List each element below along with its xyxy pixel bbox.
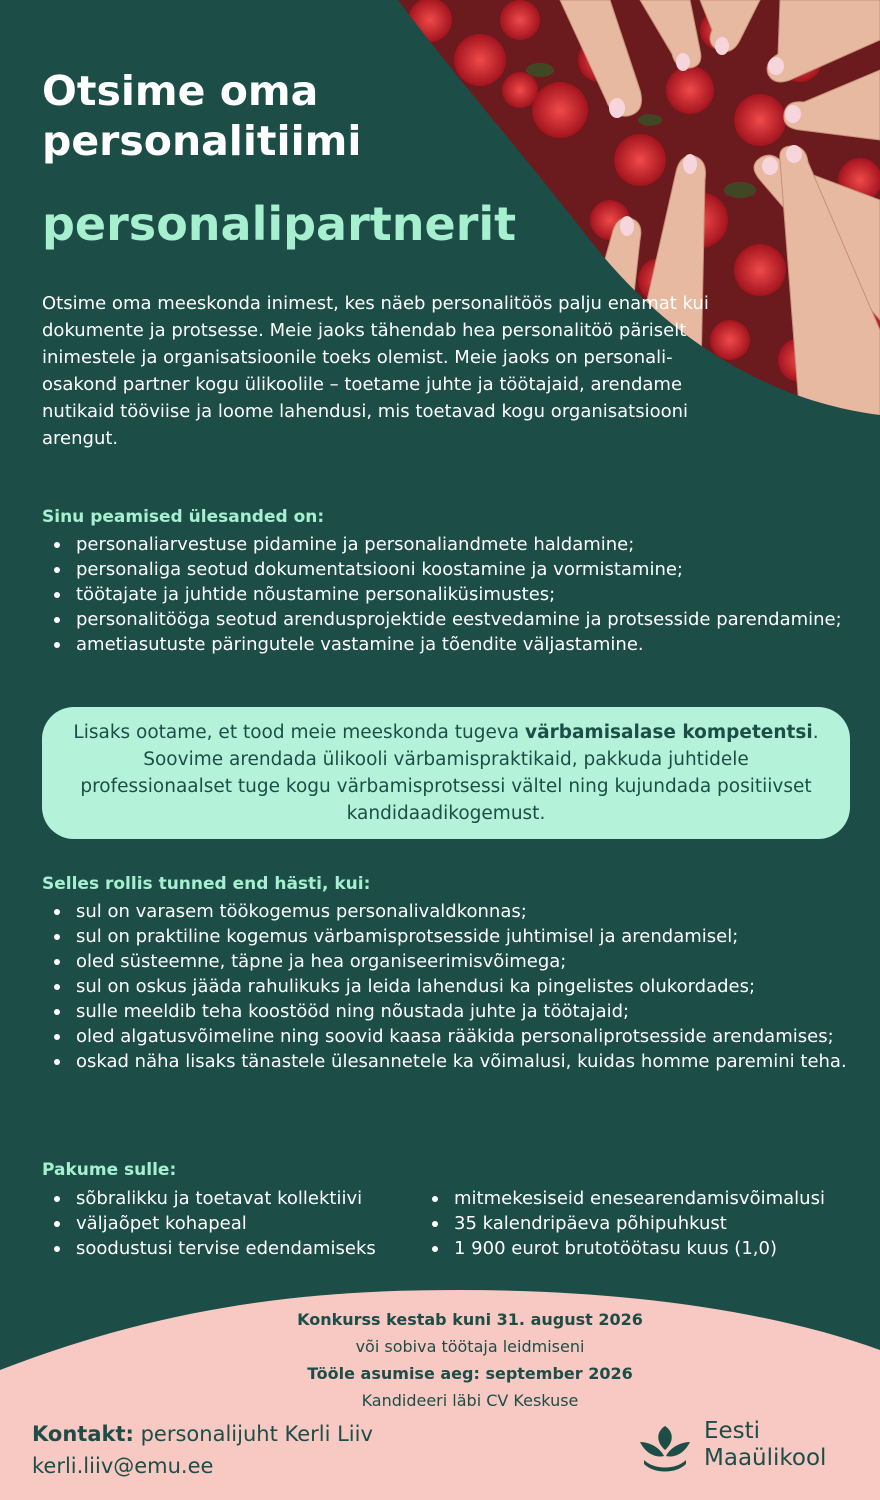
list-item: personaliga seotud dokumentatsiooni koostamine ja vormistamine; [76, 557, 866, 582]
logo-line-2: Maaülikool [704, 1445, 827, 1471]
emu-leaf-logo-icon [636, 1422, 694, 1474]
list-item: oled süsteemne, täpne ja hea organiseerimisvõimega; [76, 949, 866, 974]
apply-text: Kandideeri läbi CV Keskuse [361, 1391, 579, 1410]
list-item: 35 kalendripäeva põhipuhkust [454, 1211, 825, 1236]
deadline-text: Konkurss kestab kuni 31. august 2026 [297, 1310, 643, 1329]
offer-heading: Pakume sulle: [42, 1160, 177, 1180]
callout-bold-text: värbamisalase kompetentsi [525, 722, 813, 743]
list-item: oskad näha lisaks tänastele ülesannetele ka võimalusi, kuidas homme paremini teha. [76, 1049, 866, 1074]
callout-text [66, 719, 826, 827]
intro-paragraph: Otsime oma meeskonda inimest, kes näeb personalitöös palju enamat kui dokumente ja protsesse. Meie jaoks tähendab hea personalitöö päriselt inimestele ja organisatsioonile toeks olemist. Meie jaoks on personali-osakond partner kogu ülikoolile – toetame juhte ja töötajaid, arendame nutikaid tööviise ja loome lahendusi, mis toetavad kogu organisatsiooni arengut. [42, 293, 709, 449]
university-logo [636, 1418, 866, 1478]
list-item: väljaõpet kohapeal [76, 1211, 376, 1236]
page-title: Otsime oma personalitiimi [42, 67, 362, 165]
offer-list-right [420, 1186, 825, 1261]
contact-email[interactable]: kerli.liiv@emu.ee [32, 1454, 214, 1478]
footer-info [0, 1306, 880, 1414]
offer-columns [42, 1186, 880, 1266]
callout-text-before: Lisaks ootame, et tood meie meeskonda tugeva [73, 722, 526, 743]
list-item: mitmekesiseid enesearendamisvõimalusi [454, 1188, 825, 1209]
offer-list-left [42, 1186, 376, 1261]
fit-heading: Selles rollis tunned end hästi, kui: [42, 874, 371, 894]
list-item: soodustusi tervise edendamiseks [76, 1238, 376, 1259]
list-item: sul on oskus jääda rahulikuks ja leida lahendusi ka pingelistes olukordades; [76, 974, 866, 999]
callout-text-after: . Soovime arendada ülikooli värbamispraktikaid, pakkuda juhtidele professionaalset tuge kogu värbamisprotsessi vältel ning kujundada positiivset kandidaadikogemust. [80, 722, 819, 824]
deadline-note: või sobiva töötaja leidmiseni [355, 1337, 585, 1356]
contact-name: personalijuht Kerli Liiv [140, 1422, 373, 1446]
contact-label: Kontakt: [32, 1422, 134, 1446]
fit-list [42, 899, 866, 1074]
list-item: oled algatusvõimeline ning soovid kaasa rääkida personaliprotsesside arendamises; [76, 1024, 866, 1049]
tasks-heading: Sinu peamised ülesanded on: [42, 507, 325, 527]
list-item: 1 900 eurot brutotöötasu kuus (1,0) [454, 1236, 825, 1261]
list-item: töötajate ja juhtide nõustamine personaliküsimustes; [76, 582, 866, 607]
list-item: personalitööga seotud arendusprojektide eestvedamine ja protsesside parendamine; [76, 607, 866, 632]
tasks-list [42, 532, 866, 657]
list-item: ametiasutuste päringutele vastamine ja tõendite väljastamine. [76, 632, 866, 657]
page-subtitle: personalipartnerit [42, 197, 517, 251]
list-item: personaliarvestuse pidamine ja personaliandmete haldamine; [76, 532, 866, 557]
start-date-text: Tööle asumise aeg: september 2026 [307, 1364, 633, 1383]
list-item: sõbralikku ja toetavat kollektiivi [76, 1186, 376, 1211]
list-item: sulle meeldib teha koostööd ning nõustada juhte ja töötajaid; [76, 999, 866, 1024]
contact-block [32, 1418, 373, 1482]
logo-line-1: Eesti [704, 1418, 761, 1444]
recruitment-callout [42, 707, 850, 839]
list-item: sul on varasem töökogemus personalivaldkonnas; [76, 899, 866, 924]
logo-text [704, 1418, 826, 1472]
list-item: sul on praktiline kogemus värbamisprotsesside juhtimisel ja arendamisel; [76, 924, 866, 949]
